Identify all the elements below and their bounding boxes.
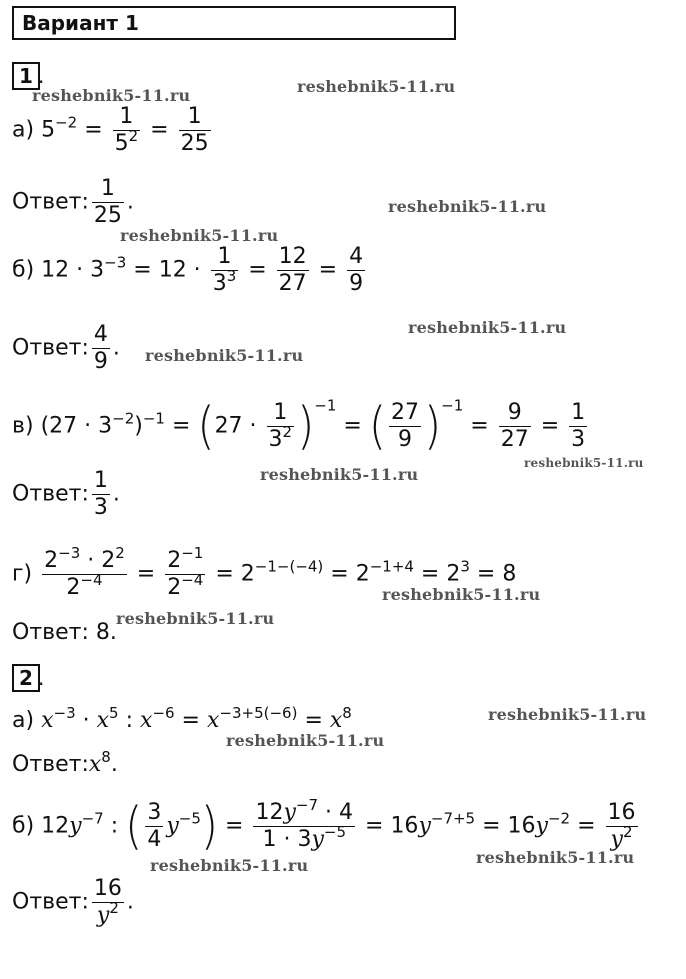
task1-a-answer: Ответ: $\frac{1}{25}$ . bbox=[12, 176, 134, 228]
task1-g-answer: Ответ: 8. bbox=[12, 620, 117, 645]
watermark: reshebnik5-11.ru bbox=[120, 226, 279, 245]
variant-title: Вариант 1 bbox=[22, 11, 139, 35]
task1-a-line: а) $5^{-2}$ = $\frac{1}{5^2}$ = $\frac{1}{25}$ bbox=[12, 104, 209, 156]
watermark: reshebnik5-11.ru bbox=[260, 465, 419, 484]
watermark: reshebnik5-11.ru bbox=[297, 77, 456, 96]
task1-g-line: г) $\frac{2^{-3} \cdot 2^2}{2^{-4}}$ = $\frac{2^{-1}}{2^{-4}}$ = $2^{-1-(-4)} = 2^{-1+4} = 2^3 = 8$ bbox=[12, 544, 517, 600]
watermark: reshebnik5-11.ru bbox=[388, 197, 547, 216]
task2-b-line: б) $12y^{-7}$ : ( $\frac{3}{4}$ $y^{-5}$) = $\frac{12y^{-7} \cdot 4}{1 \cdot 3y^{-5}}$ = $16y^{-7+5} = 16y^{-2}$ = $\frac{16}{y^2}$ bbox=[12, 796, 636, 856]
task-1-number: 1 bbox=[12, 62, 40, 90]
watermark: reshebnik5-11.ru bbox=[145, 346, 304, 365]
variant-header bbox=[12, 6, 456, 40]
task2-b-answer: Ответ: $\frac{16}{y^2}$ . bbox=[12, 876, 134, 928]
task1-b-line: б) $12 \cdot 3^{-3} = 12$ · $\frac{1}{3^3}$ = $\frac{12}{27}$ = $\frac{4}{9}$ bbox=[12, 244, 364, 296]
task2-a-line: а) $x^{-3} \cdot x^5$ : $x^{-6} = x^{-3+5(-6)} = x^8$ bbox=[12, 704, 352, 733]
task-2-number: 2 bbox=[12, 664, 40, 692]
task1-v-line: в) $(27 \cdot 3^{-2})^{-1} = (27$ · $\frac{1}{3^2}$ )$^{-1}$ = ( $\frac{27}{9}$ )$^{-1}$ = $\frac{9}{27}$ = $\frac{1}{3}$ bbox=[12, 396, 586, 456]
watermark: reshebnik5-11.ru bbox=[488, 705, 647, 724]
task1-b-answer: Ответ: $\frac{4}{9}$ . bbox=[12, 322, 120, 374]
task1-v-answer: Ответ: $\frac{1}{3}$ . bbox=[12, 468, 120, 520]
watermark: reshebnik5-11.ru bbox=[408, 318, 567, 337]
watermark: reshebnik5-11.ru bbox=[226, 731, 385, 750]
task2-a-answer: $Ответ:x^8$. bbox=[12, 748, 118, 777]
watermark: reshebnik5-11.ru bbox=[150, 856, 309, 875]
watermark: reshebnik5-11.ru bbox=[116, 609, 275, 628]
watermark: reshebnik5-11.ru bbox=[32, 86, 191, 105]
watermark: reshebnik5-11.ru bbox=[382, 585, 541, 604]
watermark: reshebnik5-11.ru bbox=[476, 848, 635, 867]
watermark: reshebnik5-11.ru bbox=[524, 456, 644, 470]
